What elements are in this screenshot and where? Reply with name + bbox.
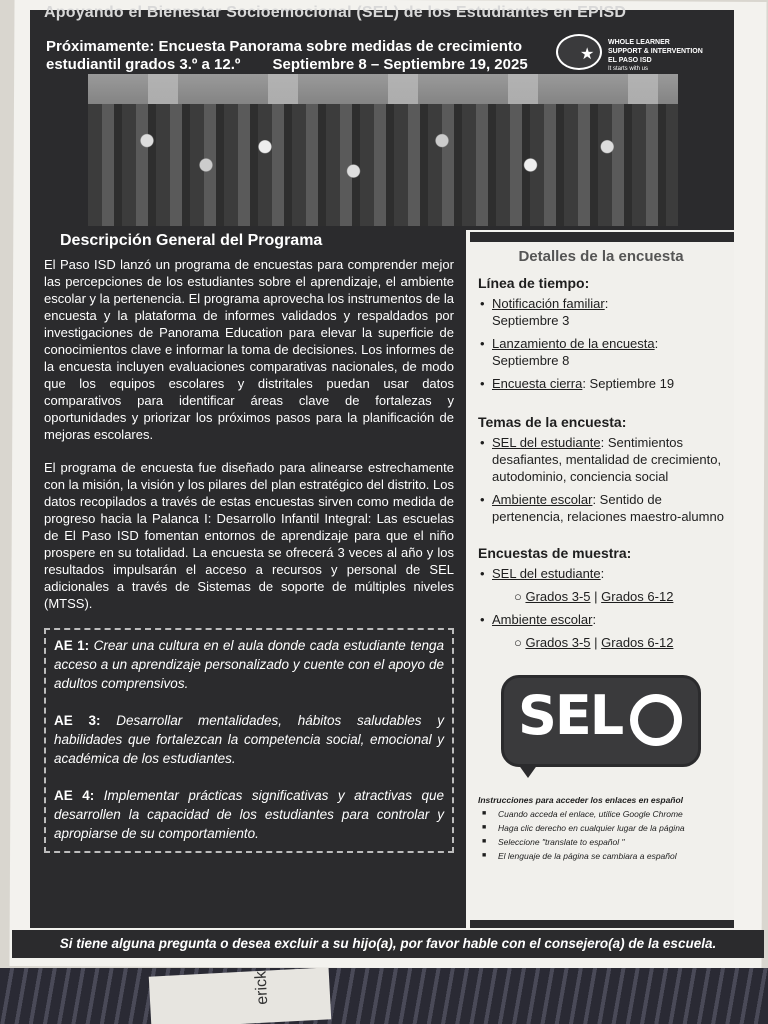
survey-closes-link[interactable]: Encuesta cierra xyxy=(492,376,583,391)
ae-goal-label: AE 3: xyxy=(54,713,101,728)
grades-3-5-link[interactable]: Grados 3-5 xyxy=(525,589,591,604)
ae-goal-text: Desarrollar mentalidades, hábitos saludables y habilidades que fortalezcan la competencia social, emocional y académica de los estudiantes. xyxy=(54,713,444,766)
grades-6-12-link[interactable]: Grados 6-12 xyxy=(601,635,674,650)
topic-item xyxy=(478,491,724,525)
grades-6-12-link[interactable]: Grados 6-12 xyxy=(601,589,674,604)
logo-line-4: It starts with us xyxy=(608,66,649,72)
star-logo-icon xyxy=(556,34,602,70)
sample-punct: : xyxy=(592,612,597,627)
ae-goal xyxy=(54,786,444,843)
details-heading: Detalles de la encuesta xyxy=(518,248,684,265)
separator: | xyxy=(594,635,598,650)
grades-3-5-link[interactable]: Grados 3-5 xyxy=(525,635,591,650)
logo-line-3: EL PASO ISD xyxy=(608,57,652,64)
timeline-date: Septiembre 3 xyxy=(492,313,570,328)
timeline-punct: : xyxy=(654,336,659,351)
instruction-item: ■ Haga clic derecho en cualquier lugar de la página xyxy=(478,821,724,835)
sample-punct: : xyxy=(600,566,605,581)
student-sel-sample-link[interactable]: SEL del estudiante xyxy=(492,566,601,581)
sample-grades xyxy=(478,634,724,651)
students-group-photo xyxy=(88,74,678,226)
family-notification-link[interactable]: Notificación familiar xyxy=(492,296,605,311)
ae-goal-text: Crear una cultura en el aula donde cada estudiante tenga acceso a un aprendizaje personalizado y cuente con el apoyo de adultos comprensivos. xyxy=(54,638,444,691)
ae-goal-text: Implementar prácticas significativas y atractivas que desarrollen la capacidad de los estudiantes para controlar y apropiarse de su comportamiento. xyxy=(54,788,444,841)
timeline-date: Septiembre 8 xyxy=(492,353,570,368)
survey-details-card xyxy=(470,242,734,920)
header-banner xyxy=(30,4,734,230)
school-climate-topic-link[interactable]: Ambiente escolar xyxy=(492,492,593,507)
spanish-instructions xyxy=(478,793,724,863)
banner-subtitle: Próximamente: Encuesta Panorama sobre medidas de crecimiento xyxy=(46,38,523,55)
sample-item xyxy=(478,611,724,628)
instruction-item: ■ El lenguaje de la página se cambiara a español xyxy=(478,849,724,863)
underlying-paper xyxy=(149,967,331,1024)
banner-dates: Septiembre 8 – Septiembre 19, 2025 xyxy=(272,56,528,73)
survey-details-panel xyxy=(470,232,734,928)
timeline-item xyxy=(478,335,724,369)
sample-item xyxy=(478,565,724,582)
star-circle-icon xyxy=(630,694,682,746)
logo-text xyxy=(608,38,703,74)
overview-heading: Descripción General del Programa xyxy=(60,232,323,249)
topic-item xyxy=(478,434,724,485)
sel-logo xyxy=(501,675,701,767)
topics-title: Temas de la encuesta: xyxy=(478,414,627,430)
student-sel-topic-link[interactable]: SEL del estudiante xyxy=(492,435,601,450)
ae-goal xyxy=(54,711,444,768)
speech-tail xyxy=(518,764,538,778)
topic-description: : Sentido de pertenencia, relaciones maestro-alumno xyxy=(492,492,724,524)
overview-paragraph-1: El Paso ISD lanzó un programa de encuestas para comprender mejor las percepciones de los estudiantes sobre el aprendizaje, el ambiente escolar y la pertenencia. El programa aprovecha los instrumentos de la encuesta y la plataforma de informes validados y respaldados por investigaciones de Panorama Education para elevar la superficie de conocimientos clave e informar la toma de decisiones. Los informes de la encuesta incluyen evaluaciones comparativas nacionales, de modo que los equipos escolares y distritales puedan usar datos comparativos para identificar áreas clave de fortalezas y oportunidades y priorizar los próximos pasos para la planificación de mejoras escolares. xyxy=(44,257,454,442)
sel-logo-text: SEL xyxy=(518,684,623,747)
timeline-item xyxy=(478,375,724,392)
timeline-item xyxy=(478,295,724,329)
students-crowd xyxy=(88,104,678,226)
footer-contact-note: Si tiene alguna pregunta o desea excluir a su hijo(a), por favor hable con el consejero(a) de la escuela. xyxy=(12,930,764,958)
timeline-title: Línea de tiempo: xyxy=(478,275,590,291)
underlying-paper-text: erick xyxy=(252,970,272,1006)
timeline-punct: : xyxy=(604,296,609,311)
program-overview-panel xyxy=(30,228,466,928)
overview-paragraph-2: El programa de encuesta fue diseñado para alinearse estrechamente con la misión, la visión y los pilares del plan estratégico del distrito. Los datos recopilados a través de estas encuestas sirven como medida de progreso hacia la Palanca I: Desarrollo Infantil Integral: Las escuelas de El Paso ISD fomentan entornos de aprendizaje para que el niño prospere en su totalidad. La encuesta se ofrecerá 3 veces al año y los resultados impulsarán el acceso a recursos y personal de SEL adicionales a través de Sistemas de soporte de múltiples niveles (MTSS). xyxy=(44,460,454,611)
sample-grades xyxy=(478,588,724,605)
school-climate-sample-link[interactable]: Ambiente escolar xyxy=(492,612,593,627)
banner-grades: estudiantil grados 3.º a 12.º xyxy=(46,56,241,73)
survey-launch-link[interactable]: Lanzamiento de la encuesta xyxy=(492,336,655,351)
background-surface xyxy=(0,968,768,1024)
ae-goals-box xyxy=(44,628,454,853)
ae-goal xyxy=(54,636,444,693)
instruction-item: ■ Seleccione "translate to español " xyxy=(478,835,724,849)
banner-grades-line xyxy=(46,56,528,73)
timeline-punct: : Septiembre 19 xyxy=(582,376,675,391)
instructions-title: Instrucciones para acceder los enlaces en español xyxy=(478,795,684,805)
banner-title: Apoyando el Bienestar Socioemocional (SEL) de los Estudiantes en EPISD xyxy=(44,4,627,21)
instruction-item: ■ Cuando acceda el enlace, utilice Google Chrome xyxy=(478,807,724,821)
topic-description: : Sentimientos desafiantes, mentalidad de crecimiento, autodominio, conciencia social xyxy=(492,435,722,484)
logo-line-1: WHOLE LEARNER xyxy=(608,39,670,46)
separator: | xyxy=(594,589,598,604)
ae-goal-label: AE 4: xyxy=(54,788,95,803)
ae-goal-label: AE 1: xyxy=(54,638,90,653)
samples-title: Encuestas de muestra: xyxy=(478,545,632,561)
logo-line-2: SUPPORT & INTERVENTION xyxy=(608,48,703,55)
